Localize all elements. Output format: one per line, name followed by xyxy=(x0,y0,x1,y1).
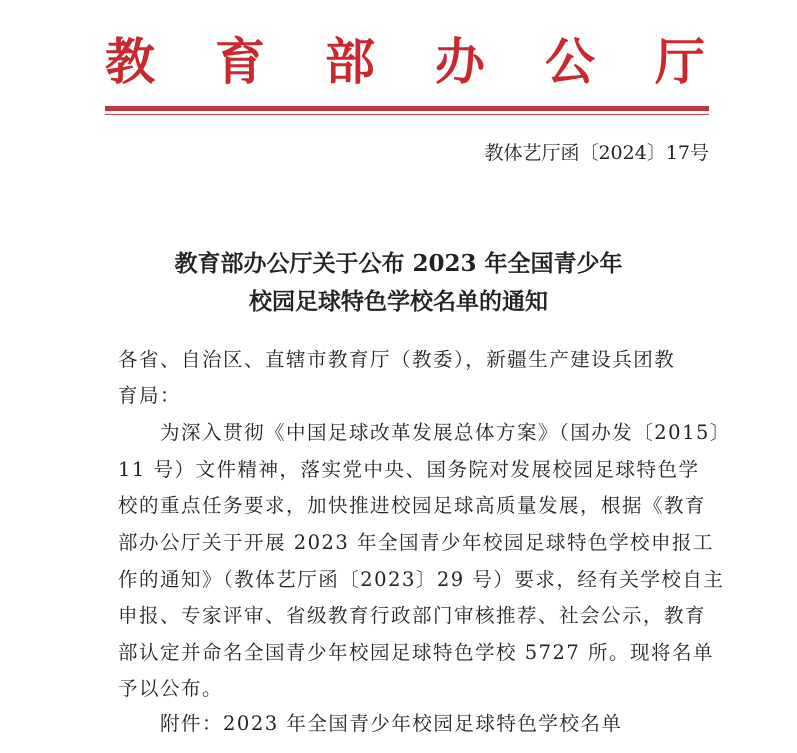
letterhead-char: 厅 xyxy=(655,32,705,91)
letterhead-char: 办 xyxy=(435,32,485,91)
notice-title-line: 教育部办公厅关于公布 2023 年全国青少年 xyxy=(174,250,623,277)
header-divider-thin xyxy=(105,114,709,115)
body-line: 部认定并命名全国青少年校园足球特色学校 5727 所。现将名单 xyxy=(118,641,715,664)
salutation-line: 各省、自治区、直辖市教育厅（教委），新疆生产建设兵团教 xyxy=(118,348,676,371)
body-line: 为深入贯彻《中国足球改革发展总体方案》（国办发〔2015〕 xyxy=(118,421,731,444)
letterhead-char: 育 xyxy=(215,32,265,91)
header-divider-thick xyxy=(105,106,709,111)
attachment-line: 附件：2023 年全国青少年校园足球特色学校名单 xyxy=(118,712,623,735)
document-number: 教体艺厅函〔2024〕17号 xyxy=(484,142,709,164)
salutation-line: 育局： xyxy=(118,384,182,407)
notice-title-line: 校园足球特色学校名单的通知 xyxy=(249,288,548,315)
body-line: 予以公布。 xyxy=(118,677,224,700)
body-line: 校的重点任务要求，加快推进校园足球高质量发展，根据《教育 xyxy=(118,494,707,517)
letterhead-char: 部 xyxy=(325,32,375,91)
body-line: 部办公厅关于开展 2023 年全国青少年校园足球特色学校申报工 xyxy=(118,531,715,554)
letterhead-title xyxy=(105,32,705,92)
letterhead-char: 教 xyxy=(105,32,155,91)
letterhead-char: 公 xyxy=(545,32,595,91)
body-line: 申报、专家评审、省级教育行政部门审核推荐、社会公示，教育 xyxy=(118,604,707,627)
body-line: 作的通知》（教体艺厅函〔2023〕29 号）要求，经有关学校自主 xyxy=(118,568,725,591)
body-line: 11 号）文件精神，落实党中央、国务院对发展校园足球特色学 xyxy=(118,458,700,481)
